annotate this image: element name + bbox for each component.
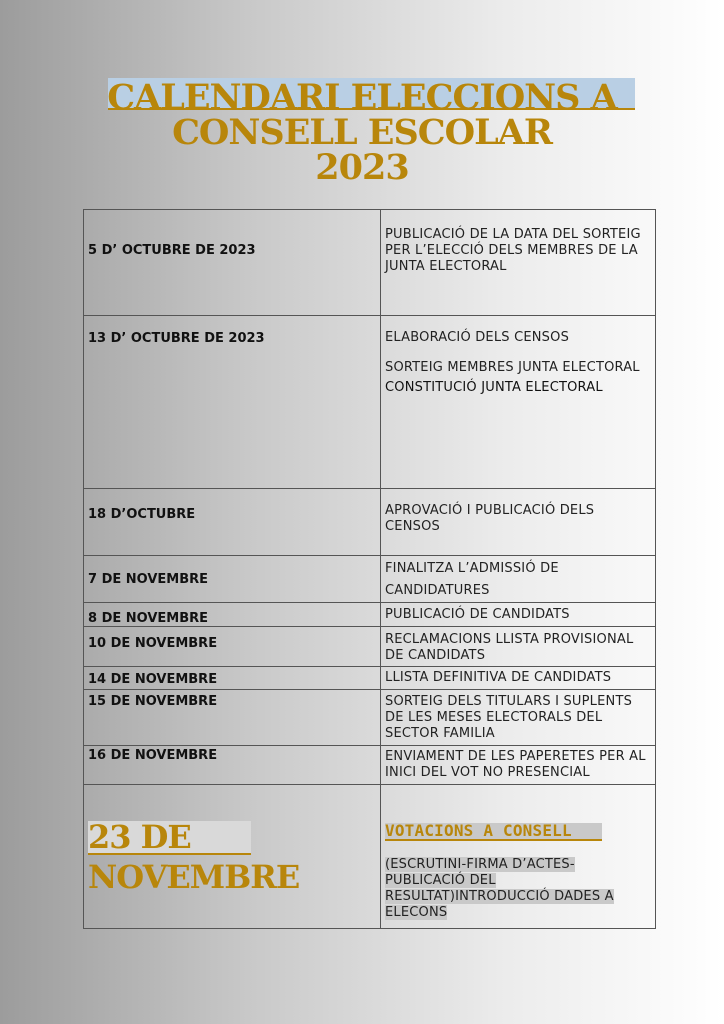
title-line-1: CALENDARI ELECCIONS A [107,77,617,118]
row-description-text: SORTEIG DELS TITULARS I SUPLENTS DE LES MESES ELECTORALS DEL SECTOR FAMILIA [385,694,633,741]
election-calendar-table [83,209,656,929]
row-description [381,316,656,489]
row-description [381,627,656,667]
row-date [84,667,381,690]
row-date-text: 16 DE NOVEMBRE [88,748,218,763]
final-description-cell [381,785,656,929]
row-description [381,556,656,603]
row-description [381,690,656,746]
row-date [84,489,381,556]
row-description-text: SORTEIG MEMBRES JUNTA ELECTORAL [385,360,640,375]
row-date-text: 18 D’OCTUBRE [88,507,196,522]
row-date-text: 10 DE NOVEMBRE [88,636,218,651]
table-row [84,627,656,667]
table-row [84,210,656,316]
final-date-line-1: 23 DE [88,821,251,855]
table-row [84,690,656,746]
row-date [84,316,381,489]
row-date-text: 5 D’ OCTUBRE DE 2023 [88,243,256,258]
table-row [84,556,656,603]
row-description [381,746,656,785]
table-row-final [84,785,656,929]
row-description-text: FINALITZA L’ADMISSIÓ DE CANDIDATURES [385,561,559,598]
voting-note: (ESCRUTINI-FIRMA D’ACTES-PUBLICACIÓ DEL RESULTAT)INTRODUCCIÓ DADES A ELECONS [385,857,614,920]
row-date-text: 8 DE NOVEMBRE [88,611,209,626]
row-date [84,556,381,603]
row-description-text: RECLAMACIONS LLISTA PROVISIONAL DE CANDIDATS [385,632,634,663]
row-description-text: PUBLICACIÓ DE LA DATA DEL SORTEIG PER L’ELECCIÓ DELS MEMBRES DE LA JUNTA ELECTORAL [385,227,641,274]
row-description-text: PUBLICACIÓ DE CANDIDATS [385,607,570,622]
row-date-text: 7 DE NOVEMBRE [88,572,209,587]
title-line-2: CONSELL ESCOLAR [172,112,552,153]
row-description [381,210,656,316]
row-description [381,603,656,627]
row-date [84,746,381,785]
table-row [84,746,656,785]
row-date-text: 13 D’ OCTUBRE DE 2023 [88,331,265,346]
row-description-text: ELABORACIÓ DELS CENSOS [385,330,570,345]
final-date [88,785,376,896]
row-description-text: LLISTA DEFINITIVA DE CANDIDATS [385,670,612,685]
document-title [0,77,724,188]
row-date [84,210,381,316]
row-description-text: CONSTITUCIÓ JUNTA ELECTORAL [385,380,603,395]
table-row [84,316,656,489]
row-date [84,603,381,627]
row-description-text: ENVIAMENT DE LES PAPERETES PER AL INICI DEL VOT NO PRESENCIAL [385,749,646,780]
table-row [84,603,656,627]
row-date [84,690,381,746]
row-description [381,667,656,690]
final-date-line-2: NOVEMBRE [88,858,300,896]
row-date-text: 14 DE NOVEMBRE [88,672,218,687]
table-row [84,489,656,556]
voting-headline: VOTACIONS A CONSELL [385,823,602,841]
final-date-cell [84,785,381,929]
row-description [381,489,656,556]
row-description-text: APROVACIÓ I PUBLICACIÓ DELS CENSOS [385,503,595,534]
title-line-3: 2023 [315,147,409,188]
row-date [84,627,381,667]
row-date-text: 15 DE NOVEMBRE [88,694,218,709]
table-row [84,667,656,690]
document-header [0,77,724,188]
